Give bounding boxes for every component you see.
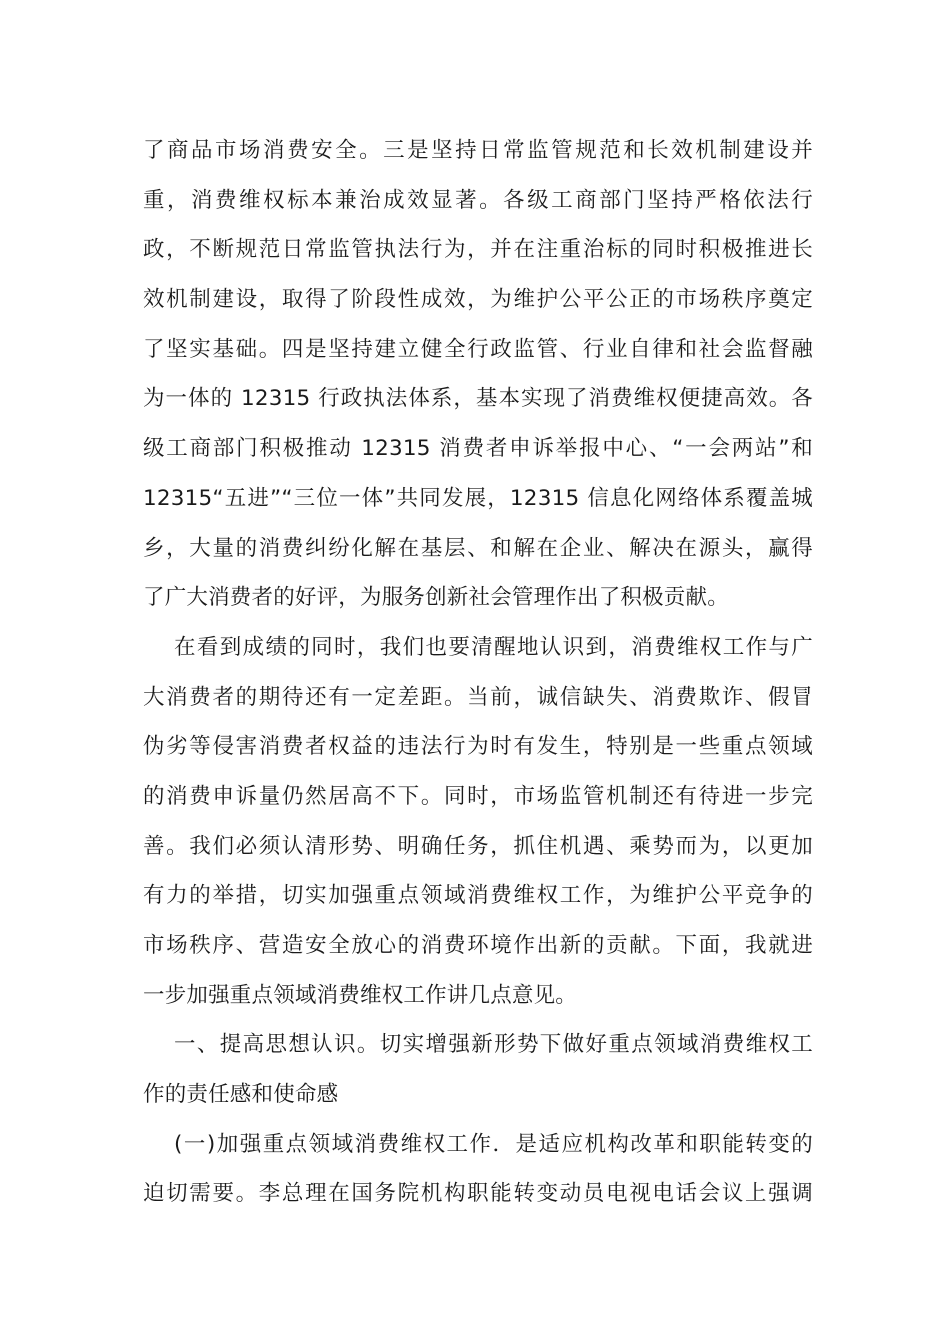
text-line: 大消费者的期待还有一定差距。当前，诚信缺失、消费欺诈、假冒 [143,684,813,710]
text-line: 迫切需要。李总理在国务院机构职能转变动员电视电话会议上强调 [143,1181,813,1207]
paragraph-start-line: 在看到成绩的同时，我们也要清醒地认识到，消费维权工作与广 [174,634,813,660]
body-text [143,126,813,1219]
text-line: 有力的举措，切实加强重点领域消费维权工作，为维护公平竞争的 [143,883,813,909]
section-heading-line: 作的责任感和使命感 [143,1082,339,1108]
text-line: 重，消费维权标本兼治成效显著。各级工商部门坚持严格依法行 [143,187,813,213]
text-line: 了坚实基础。四是坚持建立健全行政监管、行业自律和社会监督融 [143,336,813,362]
subsection-start-line: (一)加强重点领域消费维权工作．是适应机构改革和职能转变的 [174,1131,813,1157]
text-line: 政，不断规范日常监管执法行为，并在注重治标的同时积极推进长 [143,237,813,263]
text-line: 的消费申诉量仍然居高不下。同时，市场监管机制还有待进一步完 [143,783,813,809]
text-line: 为一体的 12315 行政执法体系，基本实现了消费维权便捷高效。各 [143,386,813,412]
text-line: 市场秩序、营造安全放心的消费环境作出新的贡献。下面，我就进 [143,933,813,958]
text-line: 了广大消费者的好评，为服务创新社会管理作出了积极贡献。 [143,585,729,611]
text-line: 效机制建设，取得了阶段性成效，为维护公平公正的市场秩序奠定 [143,287,813,313]
text-line: 一步加强重点领域消费维权工作讲几点意见。 [143,982,578,1008]
text-line: 伪劣等侵害消费者权益的违法行为时有发生，特别是一些重点领域 [143,734,813,760]
text-line: 善。我们必须认清形势、明确任务，抓住机遇、乘势而为，以更加 [143,833,813,859]
text-line: 级工商部门积极推动 12315 消费者申诉举报中心、“一会两站”和 [143,436,813,462]
section-heading-line: 一、提高思想认识。切实增强新形势下做好重点领域消费维权工 [174,1032,813,1058]
text-line: 乡，大量的消费纠纷化解在基层、和解在企业、解决在源头，赢得 [143,535,813,561]
text-line: 了商品市场消费安全。三是坚持日常监管规范和长效机制建设并 [143,138,813,163]
text-line: 12315“五进”“三位一体”共同发展，12315 信息化网络体系覆盖城 [143,485,813,511]
